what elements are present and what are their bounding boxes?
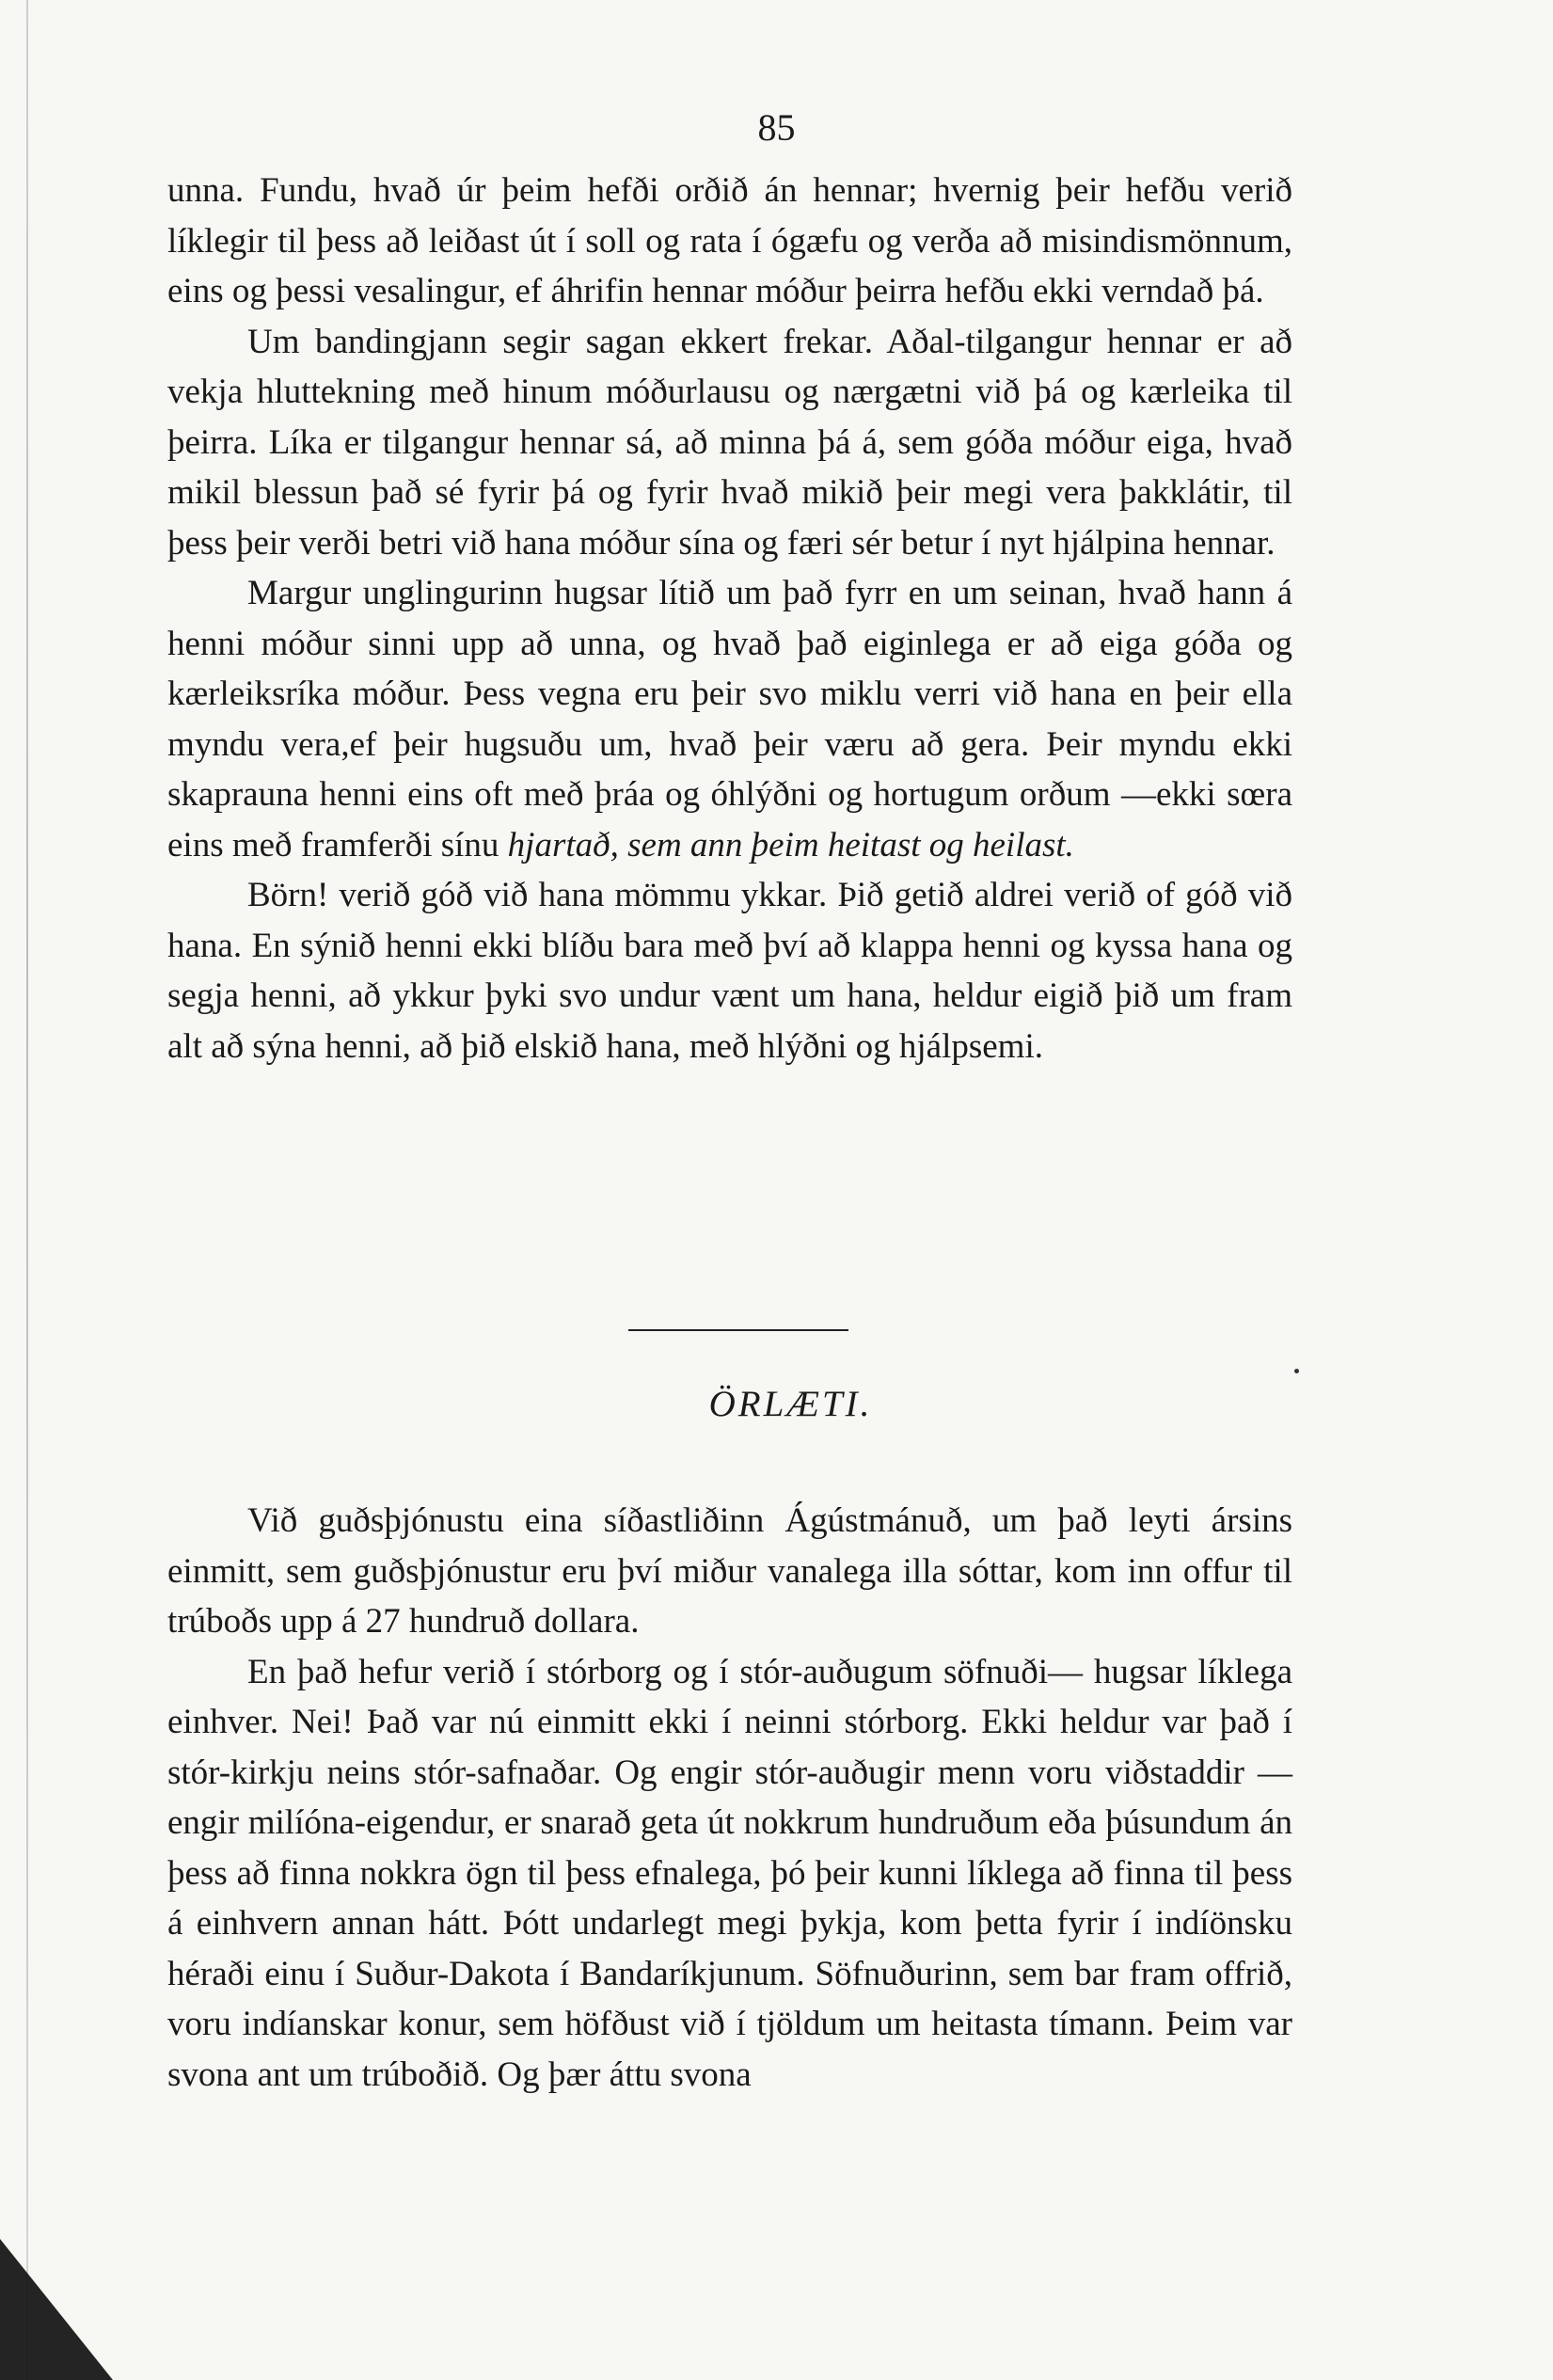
paragraph-1-3-text: Margur unglingurinn hugsar lítið um það fyrr en um seinan, hvað hann á henni móður sinni upp að unna, og hvað það eiginlega er að eiga góða og kærleiksríka móður. Þess vegna eru þeir svo miklu verri við hana en þeir ella myndu vera,ef þeir hugsuðu um, hvað þeir væru að gera. Þeir myndu ekki skaprauna henni eins oft með þráa og óhlýðni og hortugum orðum —ekki sœra eins með framferði sínu (167, 574, 1292, 865)
section-2-body (167, 1496, 1292, 2100)
print-speck (1294, 1369, 1299, 1373)
paragraph-1-1: unna. Fundu, hvað úr þeim hefði orðið án hennar; hvernig þeir hefðu verið líklegir til þess að leiðast út í soll og rata í ógæfu og verða að misindismönnum, eins og þessi vesalingur, ef áhrifin hennar móður þeirra hefðu ekki verndað þá. (167, 171, 1292, 310)
paragraph-1-2: Um bandingjann segir sagan ekkert frekar. Aðal-tilgangur hennar er að vekja hluttekning með hinum móðurlausu og nærgætni við þá og kærleika til þeirra. Líka er tilgangur hennar sá, að minna þá á, sem góða móður eiga, hvað mikil blessun það sé fyrir þá og fyrir hvað mikið þeir megi vera þakklátir, til þess þeir verði betri við hana móður sína og færi sér betur í nyt hjálpina hennar. (167, 322, 1292, 563)
section-1-body (167, 166, 1292, 1071)
paragraph-1-3-italic: hjartað, sem ann þeim heitast og heilast. (507, 825, 1074, 865)
paragraph-2-2: En það hefur verið í stórborg og í stór-auðugum söfnuði— hugsar líklega einhver. Nei! Það var nú einmitt ekki í neinni stórborg. Ekki heldur var það í stór-kirkju neins stór-safnaðar. Og engir stór-auðugir menn voru viðstaddir — engir milíóna-eigendur, er snarað geta út nokkrum hundruðum eða þúsundum án þess að finna nokkra ögn til þess efnalega, þó þeir kunni líklega að finna til þess á einhvern annan hátt. Þótt undarlegt megi þykja, kom þetta fyrir í indíönsku héraði einu í Suður-Dakota í Bandaríkjunum. Söfnuðurinn, sem bar fram offrið, voru indíanskar konur, sem höfðust við í tjöldum um heitasta tímann. Þeim var svona ant um trúboðið. Og þær áttu svona (167, 1652, 1292, 2094)
page-number: 85 (757, 106, 796, 149)
section-title: ÖRLÆTI. (708, 1384, 873, 1424)
paragraph-2-1: Við guðsþjónustu eina síðastliðinn Ágústmánuð, um það leyti ársins einmitt, sem guðsþjónustur eru því miður vanalega illa sóttar, kom inn offur til trúboðs upp á 27 hundruð dollara. (167, 1501, 1292, 1641)
section-divider (628, 1329, 848, 1331)
paragraph-1-3 (167, 568, 1292, 870)
page-corner-shadow (0, 2239, 113, 2380)
paragraph-1-4: Börn! verið góð við hana mömmu ykkar. Þið getið aldrei verið of góð við hana. En sýnið henni ekki blíðu bara með því að klappa henni og kyssa hana og segja henni, að ykkur þyki svo undur vænt um hana, heldur eigið þið um fram alt að sýna henni, að þið elskið hana, með hlýðni og hjálpsemi. (167, 876, 1292, 1066)
page-binding-edge (26, 0, 28, 2380)
